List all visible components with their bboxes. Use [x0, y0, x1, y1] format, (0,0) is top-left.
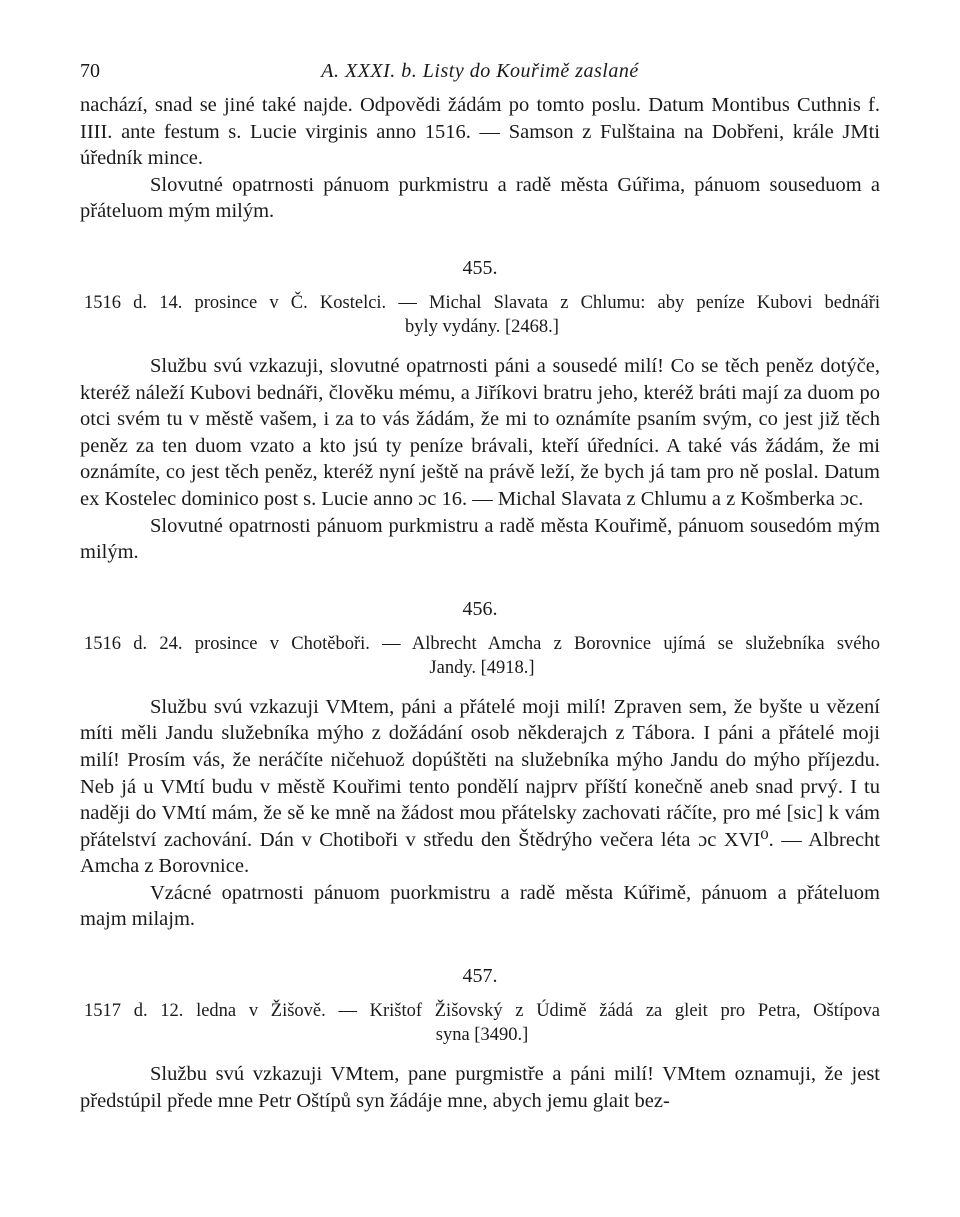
regest-line: 1517 d. 12. ledna v Žišově. — Krištof Žišovský z Údimě žádá za gleit pro Petra, Oštípova	[84, 1001, 880, 1022]
letter-body: Službu svú vzkazuji, slovutné opatrnosti páni a sousedé milí! Co se těch peněz dotýče, kteréž náleží Kubovi bednáři, člověku mému, a Jiříkovi bratru jeho, kteréž bráti mají za duom po otci svém tu v městě vašem, i za to vás žádám, že mi to oznámíte psaním svým, co jest již těch peněz za ten duom vzato a kto jsú ty peníze brávali, kteří úředníci. A také vás žádám, že mi oznámíte, co jest těch peněz, kteréž nyní ještě na právě leží, že bych já tam pro ně poslal. Datum ex Kostelec dominico post s. Lucie anno ɔc 16. — Michal Slavata z Chlumu a z Košmberka ɔc.	[80, 354, 880, 510]
running-head	[80, 56, 880, 92]
letter-address: Slovutné opatrnosti pánuom purkmistru a radě města Kouřimě, pánuom sousedóm mým milým.	[80, 514, 880, 564]
regest	[80, 632, 880, 680]
regest	[80, 291, 880, 339]
regest-line: byly vydány. [2468.]	[405, 316, 559, 337]
document-number: 456.	[462, 597, 498, 620]
page	[80, 56, 880, 1114]
page-number: 70	[80, 60, 100, 82]
regest-line: syna [3490.]	[435, 1025, 529, 1046]
continuation-paragraph: nachází, snad se jiné také najde. Odpovědi žádám po tomto poslu. Datum Montibus Cuthnis f. IIII. ante festum s. Lucie virginis anno 1516. — Samson z Fulštaina na Dobřeni, krále JMti úředník mince.	[80, 94, 880, 170]
document-number: 455.	[462, 256, 498, 279]
regest	[80, 999, 880, 1047]
running-title: A. XXXI. b. Listy do Kouřimě zaslané	[321, 60, 639, 82]
letter-address: Vzácné opatrnosti pánuom puorkmistru a radě města Kúřimě, pánuom a přáteluom majm milajm.	[80, 881, 880, 931]
continuation-address: Slovutné opatrnosti pánuom purkmistru a radě města Gúřima, pánuom souseduom a přáteluom mým milým.	[80, 173, 880, 223]
letter-body: Službu svú vzkazuji VMtem, pane purgmistře a páni milí! VMtem oznamuji, že jest předstúpil přede mne Petr Oštípů syn žádáje mne, abych jemu glait bez-	[80, 1063, 880, 1112]
regest-line: Jandy. [4918.]	[429, 657, 535, 678]
regest-line: 1516 d. 24. prosince v Chotěboři. — Albrecht Amcha z Borovnice ujímá se služebníka svého	[84, 633, 880, 654]
letter-body: Službu svú vzkazuji VMtem, páni a přátelé moji milí! Zpraven sem, že byšte u vězení míti měli Jandu služebníka mýho z dožádání osob někderajch z Tábora. I páni a přátelé moji milí! Prosím vás, že neráčíte ničehuož dopúštěti na služebníka mýho Jandu do mýho příjezdu. Neb já u VMtí budu v městě Kouřimi tento pondělí najprv příští konečně aneb snad prvý. I tu naději do VMtí mám, že sě ke mně na žádost mou přátelsky zachovati ráčíte, pro mé [sic] k vám přátelství zachování. Dán v Chotiboři v středu den Štědrýho večera léta ɔc XVI⁰. — Albrecht Amcha z Borovnice.	[80, 695, 880, 878]
regest-line: 1516 d. 14. prosince v Č. Kostelci. — Michal Slavata z Chlumu: aby peníze Kubovi bednáři	[84, 292, 880, 313]
document-number: 457.	[462, 965, 498, 988]
